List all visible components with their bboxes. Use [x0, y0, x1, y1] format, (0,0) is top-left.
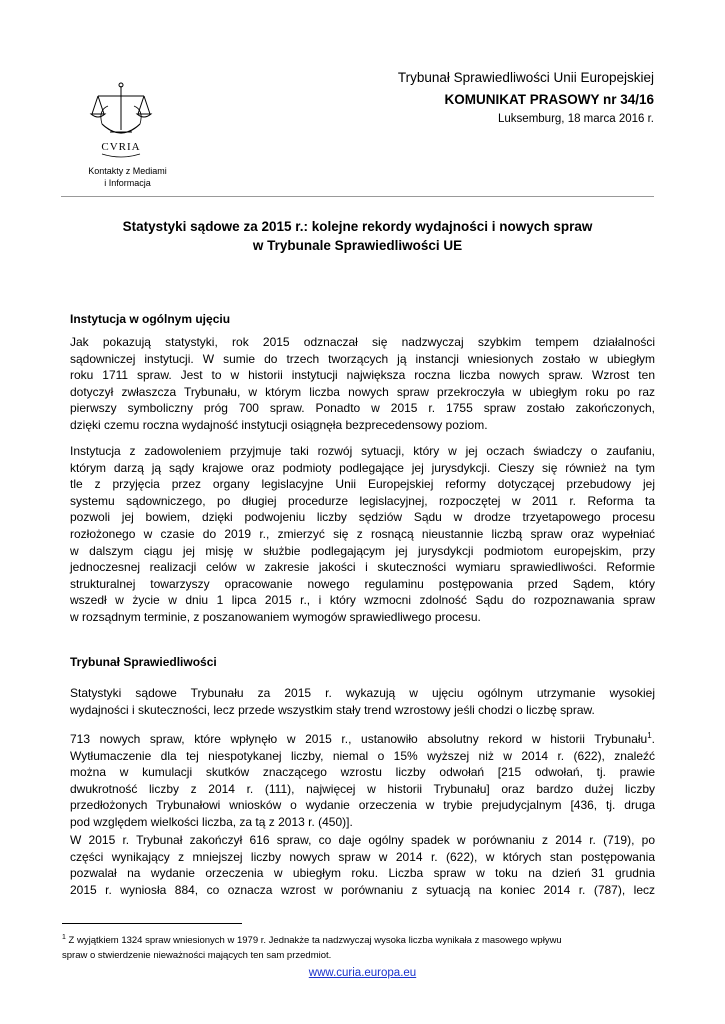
paragraph: 713 nowych spraw, które wpłynęło w 2015 r., ustanowiło absolutny rekord w historii Trybunału$^1$. Wytłumaczenie dla tej niespotykanej liczby, niemal o 15% wyższej niż w 2014 r. (622), znaleźć można w kumulacji skutków znaczącego wzrostu liczby odwołań [215 odwołań, tj. prawie dwukrotność liczby z 2014 r. (111), najwięcej w historii Trybunału] oraz bardzo dużej liczby przedłożonych Trybunałowi wniosków o wydanie orzeczenia w trybie prejudycjalnym [436, tj. druga pod względem wielkości liczba, za tą z 2013 r. (450)].: [70, 731, 655, 829]
logo-text: CVRIA: [101, 141, 141, 153]
website-link[interactable]: www.curia.europa.eu: [308, 967, 417, 979]
title-line-1: Statystyki sądowe za 2015 r.: kolejne rekordy wydajności i nowych spraw: [122, 219, 593, 234]
court-name: Trybunał Sprawiedliwości Unii Europejskiej: [397, 70, 654, 85]
paragraph: W 2015 r. Trybunał zakończył 616 spraw, co daje ogólny spadek w porównaniu z 2014 r. (719), po części wynikający z mniejszej liczby nowych spraw w 2014 r. (622), w których stan postępowania pozwalał na wydanie orzeczenia w ubiegłym roku. Liczba spraw w toku na dzień 31 grudnia 2015 r. wyniosła 884, co oznacza wzrost w porównaniu z sytuacją na koniec 2014 r. (787), lecz: [70, 833, 655, 897]
media-contact-label: [60, 165, 195, 189]
footnote: [62, 930, 657, 963]
title-line-2: w Trybunale Sprawiedliwości UE: [252, 238, 463, 253]
contact-line-2: i Informacja: [104, 178, 151, 188]
document-title: [61, 217, 654, 255]
section-heading: Instytucja w ogólnym ujęciu: [70, 312, 231, 326]
footnote-line-2: spraw o stwierdzenie nieważności mających ten sam przedmiot.: [62, 950, 332, 962]
footnote-divider: [62, 923, 242, 924]
place-date: Luksemburg, 18 marca 2016 r.: [498, 113, 654, 125]
header-divider: [61, 196, 654, 197]
footnote-ref[interactable]: 1: [647, 731, 652, 740]
footnote-marker: 1: [62, 934, 66, 941]
paragraph: Statystyki sądowe Trybunału za 2015 r. wykazują w ujęciu ogólnym utrzymanie wysokiej wydajności i skuteczności, lecz przede wszystkim stały trend wzrostowy jeśli chodzi o liczbę spraw.: [70, 686, 655, 717]
paragraph: Instytucja z zadowoleniem przyjmuje taki rozwój sytuacji, który w jej oczach świadczy o zaufaniu, którym darzą ją sądy krajowe oraz podmioty podlegające jej jurysdykcji. Cieszy się również na tym tle z przyjęcia przez organy legislacyjne Unii Europejskiej reformy dotyczącej przebudowy jej systemu sądowniczego, po długiej procedurze legislacyjnej, rozpoczętej w 2011 r. Reforma ta pozwoli jej bowiem, dzięki podwojeniu liczby sędziów Sądu w drodze trzyetapowego procesu rozłożonego w czasie do 2019 r., zmierzyć się z rosnącą nieustannie liczbą spraw oraz wypełniać w dalszym ciągu jej misję w służbie podlegającym jej jurysdykcji podmiotom europejskim, przy jednoczesnej realizacji celów w zakresie jakości i skuteczności wymiaru sprawiedliwości. Reformie strukturalnej towarzyszy opracowanie nowego regulaminu postępowania przed Sądem, który wszedł w życie w dniu 1 lipca 2015 r., i który wzmocni zdolność Sądu do rozpoznawania spraw w rozsądnym terminie, z poszanowaniem wymogów sprawiedliwego procesu.: [70, 444, 655, 624]
curia-emblem-logo: [88, 80, 154, 160]
section-heading: Trybunał Sprawiedliwości: [70, 655, 217, 669]
contact-line-1: Kontakty z Mediami: [88, 166, 167, 176]
paragraph: Jak pokazują statystyki, rok 2015 odznaczał się nadzwyczaj szybkim tempem działalności sądowniczej instytucji. W sumie do trzech tworzących ją instancji wniesionych zostało w ubiegłym roku 1711 spraw. Jest to w historii instytucji największa roczna liczba nowych spraw. Wzrost ten dotyczył zwłaszcza Trybunału, w którym liczba nowych spraw przekroczyła w ubiegłym roku po raz pierwszy symboliczny próg 700 spraw. Ponadto w 2015 r. 1755 spraw zostało zakończonych, dzięki czemu roczna wydajność instytucji osiągnęła bezprecedensowy poziom.: [70, 335, 655, 432]
press-release-number: KOMUNIKAT PRASOWY nr 34/16: [444, 92, 654, 107]
footnote-line-1: Z wyjątkiem 1324 spraw wniesionych w 1979 r. Jednakże ta nadzwyczaj wysoka liczba wynikała z masowego wpływu: [68, 935, 562, 947]
